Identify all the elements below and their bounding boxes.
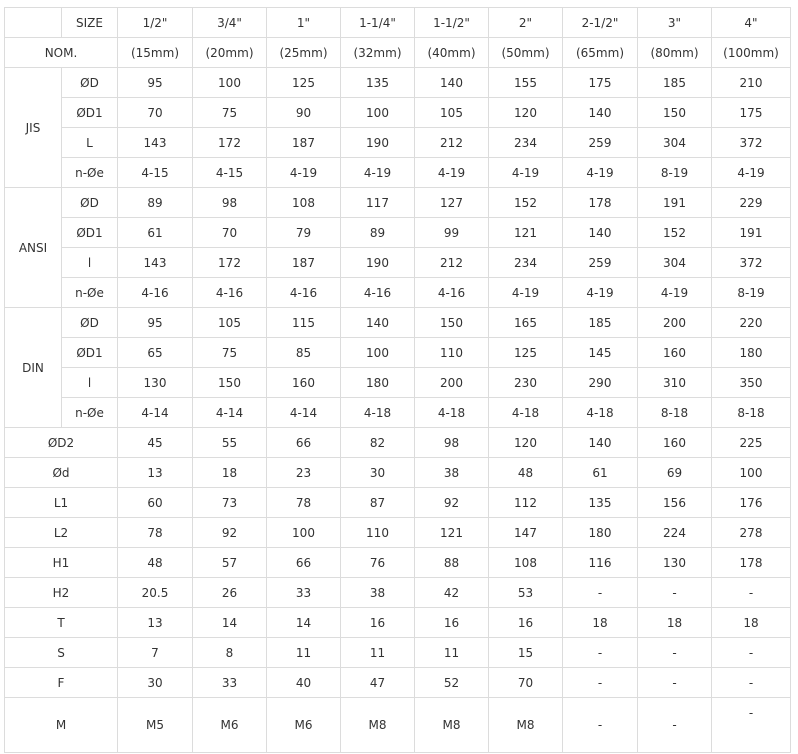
- value-cell: 61: [118, 218, 193, 248]
- table-row: [5, 158, 791, 188]
- value-cell: 152: [638, 218, 712, 248]
- value-cell: 61: [563, 458, 638, 488]
- nominal-cell: (40mm): [415, 38, 489, 68]
- size-cell: 2-1/2": [563, 8, 638, 38]
- value-cell: 4-16: [341, 278, 415, 308]
- value-cell: 175: [563, 68, 638, 98]
- row-label: ØD1: [62, 338, 118, 368]
- value-cell: 38: [341, 578, 415, 608]
- value-cell: 73: [193, 488, 267, 518]
- nominal-cell: (15mm): [118, 38, 193, 68]
- value-cell: 48: [489, 458, 563, 488]
- value-cell: 160: [638, 338, 712, 368]
- value-cell: 259: [563, 248, 638, 278]
- value-cell: -: [563, 638, 638, 668]
- value-cell: 224: [638, 518, 712, 548]
- value-cell: 220: [712, 308, 791, 338]
- row-label: n-Øe: [62, 158, 118, 188]
- value-cell: 135: [563, 488, 638, 518]
- value-cell: 92: [193, 518, 267, 548]
- value-cell: 120: [489, 428, 563, 458]
- value-cell: 8-19: [638, 158, 712, 188]
- value-cell: 4-19: [267, 158, 341, 188]
- nominal-cell: (50mm): [489, 38, 563, 68]
- value-cell: 42: [415, 578, 489, 608]
- value-cell: -: [712, 578, 791, 608]
- value-cell: 11: [341, 638, 415, 668]
- value-cell: 178: [563, 188, 638, 218]
- value-cell: -: [638, 638, 712, 668]
- row-label: H2: [5, 578, 118, 608]
- value-cell: 180: [341, 368, 415, 398]
- value-cell: 108: [489, 548, 563, 578]
- table-row: [5, 68, 791, 98]
- value-cell: 140: [563, 98, 638, 128]
- value-cell: 4-18: [489, 398, 563, 428]
- value-cell: 185: [638, 68, 712, 98]
- value-cell: 4-15: [118, 158, 193, 188]
- value-cell: M5: [118, 698, 193, 753]
- row-label: Ød: [5, 458, 118, 488]
- value-cell: 89: [341, 218, 415, 248]
- row-label: M: [5, 698, 118, 753]
- value-cell: -: [712, 668, 791, 698]
- value-cell: 26: [193, 578, 267, 608]
- value-cell: 212: [415, 248, 489, 278]
- size-label: SIZE: [62, 8, 118, 38]
- table-row: [5, 518, 791, 548]
- row-label: T: [5, 608, 118, 638]
- row-label: L: [62, 128, 118, 158]
- table-row: [5, 308, 791, 338]
- value-cell: -: [563, 668, 638, 698]
- size-cell: 4": [712, 8, 791, 38]
- row-label: ØD: [62, 68, 118, 98]
- value-cell: 187: [267, 248, 341, 278]
- table-row: [5, 398, 791, 428]
- value-cell: 4-18: [341, 398, 415, 428]
- value-cell: 8-18: [638, 398, 712, 428]
- value-cell: 16: [489, 608, 563, 638]
- value-cell: 350: [712, 368, 791, 398]
- value-cell: 38: [415, 458, 489, 488]
- value-cell: -: [638, 578, 712, 608]
- value-cell: 372: [712, 248, 791, 278]
- value-cell: 165: [489, 308, 563, 338]
- row-label: l: [62, 368, 118, 398]
- value-cell: 200: [638, 308, 712, 338]
- value-cell: 4-19: [489, 158, 563, 188]
- value-cell: 180: [563, 518, 638, 548]
- value-cell: M8: [341, 698, 415, 753]
- row-label: ØD1: [62, 98, 118, 128]
- value-cell: 45: [118, 428, 193, 458]
- table-row: [5, 428, 791, 458]
- size-cell: 3/4": [193, 8, 267, 38]
- value-cell: 172: [193, 128, 267, 158]
- value-cell: M8: [489, 698, 563, 753]
- table-row: [5, 458, 791, 488]
- row-label: ØD2: [5, 428, 118, 458]
- value-cell: 225: [712, 428, 791, 458]
- value-cell: 210: [712, 68, 791, 98]
- value-cell: 175: [712, 98, 791, 128]
- value-cell: 130: [118, 368, 193, 398]
- value-cell: 95: [118, 68, 193, 98]
- row-label: L2: [5, 518, 118, 548]
- value-cell: 4-14: [118, 398, 193, 428]
- value-cell: 90: [267, 98, 341, 128]
- value-cell: 70: [193, 218, 267, 248]
- value-cell: 100: [193, 68, 267, 98]
- value-cell: -: [638, 668, 712, 698]
- value-cell: 125: [489, 338, 563, 368]
- value-cell: 98: [415, 428, 489, 458]
- value-cell: 140: [563, 218, 638, 248]
- nominal-cell: (32mm): [341, 38, 415, 68]
- value-cell: 143: [118, 128, 193, 158]
- value-cell: 4-16: [415, 278, 489, 308]
- value-cell: 8-19: [712, 278, 791, 308]
- value-cell: 127: [415, 188, 489, 218]
- value-cell: 79: [267, 218, 341, 248]
- value-cell: 70: [489, 668, 563, 698]
- row-label: ØD: [62, 188, 118, 218]
- value-cell: 65: [118, 338, 193, 368]
- value-cell: 229: [712, 188, 791, 218]
- value-cell: 53: [489, 578, 563, 608]
- value-cell: 30: [341, 458, 415, 488]
- value-cell: 48: [118, 548, 193, 578]
- value-cell: 7: [118, 638, 193, 668]
- value-cell: 110: [341, 518, 415, 548]
- table-row: [5, 578, 791, 608]
- value-cell: 8-18: [712, 398, 791, 428]
- standard-group-label: DIN: [5, 308, 62, 428]
- nominal-cell: (80mm): [638, 38, 712, 68]
- value-cell: 372: [712, 128, 791, 158]
- value-cell: 69: [638, 458, 712, 488]
- value-cell: -: [563, 578, 638, 608]
- row-label: L1: [5, 488, 118, 518]
- table-row: [5, 338, 791, 368]
- value-cell: 16: [341, 608, 415, 638]
- value-cell: 115: [267, 308, 341, 338]
- value-cell: 176: [712, 488, 791, 518]
- value-cell: 191: [638, 188, 712, 218]
- value-cell: 121: [489, 218, 563, 248]
- value-cell: 18: [638, 608, 712, 638]
- row-label: n-Øe: [62, 278, 118, 308]
- value-cell: 130: [638, 548, 712, 578]
- table-row: [5, 608, 791, 638]
- value-cell: 100: [341, 98, 415, 128]
- value-cell: 23: [267, 458, 341, 488]
- value-cell: 116: [563, 548, 638, 578]
- row-label: ØD1: [62, 218, 118, 248]
- size-cell: 3": [638, 8, 712, 38]
- value-cell: 47: [341, 668, 415, 698]
- value-cell: 185: [563, 308, 638, 338]
- size-cell: 1": [267, 8, 341, 38]
- value-cell: 212: [415, 128, 489, 158]
- value-cell: 4-16: [193, 278, 267, 308]
- table-row: [5, 548, 791, 578]
- value-cell: 95: [118, 308, 193, 338]
- value-cell: 88: [415, 548, 489, 578]
- value-cell: 76: [341, 548, 415, 578]
- value-cell: 99: [415, 218, 489, 248]
- value-cell: 78: [118, 518, 193, 548]
- table-row: [5, 248, 791, 278]
- table-row: [5, 188, 791, 218]
- value-cell: 13: [118, 608, 193, 638]
- value-cell: M8: [415, 698, 489, 753]
- value-cell: 190: [341, 248, 415, 278]
- value-cell: 4-19: [489, 278, 563, 308]
- value-cell: 191: [712, 218, 791, 248]
- value-cell: 143: [118, 248, 193, 278]
- value-cell: 105: [415, 98, 489, 128]
- value-cell: 4-18: [563, 398, 638, 428]
- value-cell: 135: [341, 68, 415, 98]
- nominal-cell: (65mm): [563, 38, 638, 68]
- value-cell: 66: [267, 428, 341, 458]
- value-cell: 55: [193, 428, 267, 458]
- table-row: [5, 488, 791, 518]
- value-cell: 33: [267, 578, 341, 608]
- table-row: [5, 278, 791, 308]
- value-cell: 304: [638, 128, 712, 158]
- table-row: [5, 218, 791, 248]
- table-row: [5, 698, 791, 753]
- value-cell: 187: [267, 128, 341, 158]
- value-cell: 180: [712, 338, 791, 368]
- value-cell: 4-19: [563, 158, 638, 188]
- row-label: S: [5, 638, 118, 668]
- value-cell: 13: [118, 458, 193, 488]
- value-cell: 18: [712, 608, 791, 638]
- value-cell: 66: [267, 548, 341, 578]
- value-cell: 40: [267, 668, 341, 698]
- value-cell: 310: [638, 368, 712, 398]
- nominal-cell: (20mm): [193, 38, 267, 68]
- value-cell: 172: [193, 248, 267, 278]
- table-row: [5, 368, 791, 398]
- value-cell: 100: [341, 338, 415, 368]
- blank-corner-cell: [5, 8, 62, 38]
- value-cell: -: [638, 698, 712, 753]
- value-cell: 30: [118, 668, 193, 698]
- value-cell: 121: [415, 518, 489, 548]
- value-cell: 200: [415, 368, 489, 398]
- value-cell: 18: [193, 458, 267, 488]
- value-cell: 70: [118, 98, 193, 128]
- value-cell: 92: [415, 488, 489, 518]
- size-cell: 2": [489, 8, 563, 38]
- value-cell: 117: [341, 188, 415, 218]
- size-cell: 1-1/2": [415, 8, 489, 38]
- value-cell: 112: [489, 488, 563, 518]
- value-cell: 278: [712, 518, 791, 548]
- value-cell: 11: [415, 638, 489, 668]
- value-cell: 14: [267, 608, 341, 638]
- value-cell: 75: [193, 98, 267, 128]
- dimension-table: [4, 7, 791, 753]
- value-cell: 4-14: [267, 398, 341, 428]
- value-cell: 20.5: [118, 578, 193, 608]
- value-cell: 160: [267, 368, 341, 398]
- value-cell: 155: [489, 68, 563, 98]
- standard-group-label: ANSI: [5, 188, 62, 308]
- value-cell: 147: [489, 518, 563, 548]
- size-cell: 1/2": [118, 8, 193, 38]
- row-label: H1: [5, 548, 118, 578]
- value-cell: 105: [193, 308, 267, 338]
- value-cell: 120: [489, 98, 563, 128]
- value-cell: 100: [712, 458, 791, 488]
- value-cell: 4-19: [712, 158, 791, 188]
- value-cell: 8: [193, 638, 267, 668]
- table-row: [5, 128, 791, 158]
- value-cell: 14: [193, 608, 267, 638]
- value-cell: 60: [118, 488, 193, 518]
- value-cell: 57: [193, 548, 267, 578]
- nominal-header-row: [5, 38, 791, 68]
- value-cell: 259: [563, 128, 638, 158]
- value-cell: 4-15: [193, 158, 267, 188]
- value-cell: 304: [638, 248, 712, 278]
- value-cell: 15: [489, 638, 563, 668]
- value-cell: 234: [489, 128, 563, 158]
- standard-group-label: JIS: [5, 68, 62, 188]
- value-cell: 78: [267, 488, 341, 518]
- value-cell: 110: [415, 338, 489, 368]
- row-label: ØD: [62, 308, 118, 338]
- value-cell: -: [563, 698, 638, 753]
- value-cell: M6: [267, 698, 341, 753]
- value-cell: 140: [341, 308, 415, 338]
- value-cell: 234: [489, 248, 563, 278]
- value-cell: 230: [489, 368, 563, 398]
- value-cell: 150: [193, 368, 267, 398]
- value-cell: -: [712, 698, 791, 753]
- nominal-cell: (100mm): [712, 38, 791, 68]
- value-cell: 4-18: [415, 398, 489, 428]
- value-cell: 16: [415, 608, 489, 638]
- value-cell: 178: [712, 548, 791, 578]
- value-cell: 98: [193, 188, 267, 218]
- value-cell: 290: [563, 368, 638, 398]
- table-row: [5, 668, 791, 698]
- value-cell: 75: [193, 338, 267, 368]
- value-cell: 87: [341, 488, 415, 518]
- value-cell: 18: [563, 608, 638, 638]
- value-cell: 125: [267, 68, 341, 98]
- value-cell: M6: [193, 698, 267, 753]
- table-row: [5, 638, 791, 668]
- value-cell: 145: [563, 338, 638, 368]
- value-cell: 4-19: [415, 158, 489, 188]
- nominal-cell: (25mm): [267, 38, 341, 68]
- value-cell: 150: [415, 308, 489, 338]
- value-cell: 156: [638, 488, 712, 518]
- value-cell: 100: [267, 518, 341, 548]
- table-row: [5, 98, 791, 128]
- value-cell: 4-16: [118, 278, 193, 308]
- row-label: l: [62, 248, 118, 278]
- value-cell: 4-19: [638, 278, 712, 308]
- value-cell: 11: [267, 638, 341, 668]
- value-cell: 4-14: [193, 398, 267, 428]
- value-cell: 152: [489, 188, 563, 218]
- value-cell: 140: [563, 428, 638, 458]
- value-cell: 190: [341, 128, 415, 158]
- value-cell: -: [712, 638, 791, 668]
- value-cell: 4-16: [267, 278, 341, 308]
- size-cell: 1-1/4": [341, 8, 415, 38]
- size-header-row: [5, 8, 791, 38]
- value-cell: 85: [267, 338, 341, 368]
- value-cell: 4-19: [563, 278, 638, 308]
- row-label: n-Øe: [62, 398, 118, 428]
- value-cell: 52: [415, 668, 489, 698]
- value-cell: 160: [638, 428, 712, 458]
- value-cell: 89: [118, 188, 193, 218]
- value-cell: 150: [638, 98, 712, 128]
- value-cell: 4-19: [341, 158, 415, 188]
- value-cell: 108: [267, 188, 341, 218]
- row-label: F: [5, 668, 118, 698]
- nom-label: NOM.: [5, 38, 118, 68]
- value-cell: 82: [341, 428, 415, 458]
- value-cell: 140: [415, 68, 489, 98]
- value-cell: 33: [193, 668, 267, 698]
